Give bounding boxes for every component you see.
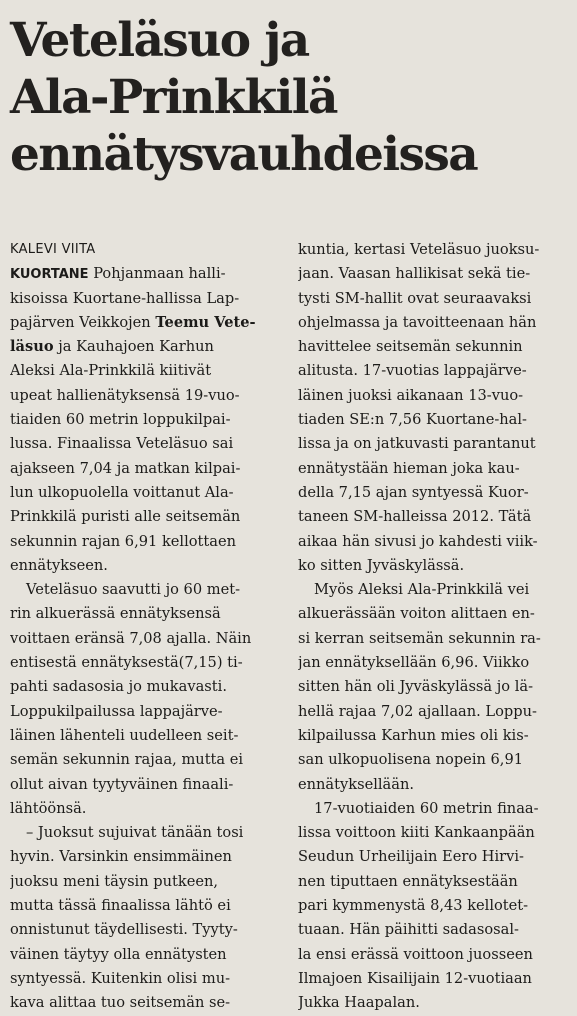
article-line: lissa ja on jatkuvasti parantanut <box>298 435 536 453</box>
article-line: sitten hän oli Jyväskylässä jo lä- <box>298 678 534 696</box>
article-line: tysti SM-hallit ovat seuraavaksi <box>298 289 532 307</box>
article-line: entisestä ennätyksestä(7,15) ti- <box>10 654 243 672</box>
article-line: jaan. Vaasan hallikisat sekä tie- <box>298 265 531 283</box>
article-line: 17-vuotiaiden 60 metrin finaa- <box>314 799 539 817</box>
article-line: lussa. Finaalissa Veteläsuo sai <box>10 435 234 453</box>
article-line: semän sekunnin rajaa, mutta ei <box>10 751 244 769</box>
headline-line: Veteläsuo ja <box>10 13 309 68</box>
article-line: ollut aivan tyytyväinen finaali- <box>10 775 234 793</box>
article-line: Loppukilpailussa lappajärve- <box>10 702 223 720</box>
article-line: hyvin. Varsinkin ensimmäinen <box>10 848 232 866</box>
article-line: läinen juoksi aikanaan 13-vuo- <box>298 386 524 404</box>
athlete-name: läsuo <box>10 338 54 356</box>
article-line: Ilmajoen Kisailijain 12-vuotiaan <box>298 969 532 987</box>
article-line: nen tiputtaen ennätyksestään <box>298 872 518 890</box>
athlete-name: Teemu Vete- <box>155 313 256 331</box>
article-line: juoksu meni täysin putkeen, <box>10 872 219 890</box>
article-line: alitusta. 17-vuotias lappajärve- <box>298 362 527 380</box>
article-line: aikaa hän sivusi jo kahdesti viik- <box>298 532 538 550</box>
article-line: ennätystään hieman joka kau- <box>298 459 520 477</box>
article-line: tiaden SE:n 7,56 Kuortane-hal- <box>298 411 527 429</box>
article-line: tiaiden 60 metrin loppukilpai- <box>10 411 231 429</box>
article-line: läinen lähenteli uudelleen seit- <box>10 726 239 744</box>
article-line: upeat hallienätyksensä 19-vuo- <box>10 386 240 404</box>
article-column-left <box>10 238 278 1016</box>
article-line: kisoissa Kuortane-hallissa Lap- <box>10 289 240 307</box>
article-line: della 7,15 ajan syntyessä Kuor- <box>298 483 529 501</box>
dateline: KUORTANE <box>10 267 89 283</box>
article-line: ko sitten Jyväskylässä. <box>298 556 465 574</box>
article-line: san ulkopuolisena nopein 6,91 <box>298 751 524 769</box>
headline-line: ennätysvauhdeissa <box>10 127 478 182</box>
byline: KALEVI VIITA <box>10 242 96 257</box>
article-line: rin alkuerässä ennätyksensä <box>10 605 221 623</box>
article-line: Veteläsuo saavutti jo 60 met- <box>26 581 241 599</box>
article-line: syntyessä. Kuitenkin olisi mu- <box>10 969 231 987</box>
article-line: kava alittaa tuo seitsemän se- <box>10 994 231 1012</box>
article-column-right <box>298 238 569 1016</box>
article-line: lähtöönsä. <box>10 799 87 817</box>
article-line: väinen täytyy olla ennätysten <box>10 945 227 963</box>
article-line: Jukka Haapalan. <box>298 994 420 1012</box>
headline <box>10 12 570 183</box>
article-line: pajärven Veikkojen Teemu Vete- <box>10 313 256 331</box>
article-line: sekunnin rajan 6,91 kellottaen <box>10 532 237 550</box>
article-line: tuaan. Hän päihitti sadasosal- <box>298 921 519 939</box>
article-line: hellä rajaa 7,02 ajallaan. Loppu- <box>298 702 537 720</box>
article-line: Aleksi Ala-Prinkkilä kiitivät <box>10 362 212 380</box>
article-line: alkuerässään voiton alittaen en- <box>298 605 535 623</box>
headline-line: Ala-Prinkkilä <box>10 70 337 125</box>
article-line: la ensi erässä voittoon juosseen <box>298 945 533 963</box>
article-line: kilpailussa Karhun mies oli kis- <box>298 726 529 744</box>
article-line: lun ulkopuolella voittanut Ala- <box>10 483 234 501</box>
article-line: läsuo ja Kauhajoen Karhun <box>10 338 214 356</box>
article-line: mutta tässä finaalissa lähtö ei <box>10 897 231 915</box>
article-line: ajakseen 7,04 ja matkan kilpai- <box>10 459 241 477</box>
article-line: Seudun Urheilijain Eero Hirvi- <box>298 848 524 866</box>
article-line: pahti sadasosia jo mukavasti. <box>10 678 227 696</box>
article-line: taneen SM-halleissa 2012. Tätä <box>298 508 532 526</box>
article-line: ohjelmassa ja tavoitteenaan hän <box>298 313 537 331</box>
article-line: kuntia, kertasi Veteläsuo juoksu- <box>298 241 540 258</box>
article-line: Prinkkilä puristi alle seitsemän <box>10 508 241 526</box>
article-line: – Juoksut sujuivat tänään tosi <box>26 824 244 842</box>
article-line: pari kymmenystä 8,43 kellotet- <box>298 897 529 915</box>
article-line: Myös Aleksi Ala-Prinkkilä vei <box>314 581 530 599</box>
article-line: voittaen eränsä 7,08 ajalla. Näin <box>10 629 252 647</box>
article-line: lissa voittoon kiiti Kankaanpään <box>298 824 535 842</box>
article-line: KUORTANE Pohjanmaan halli- <box>10 265 226 283</box>
article-line: onnistunut täydellisesti. Tyyty- <box>10 921 238 939</box>
article-line: si kerran seitsemän sekunnin ra- <box>298 629 541 647</box>
article-line: jan ennätyksellään 6,96. Viikko <box>298 654 530 672</box>
article-line: ennätyksellään. <box>298 775 414 793</box>
article-line: havittelee seitsemän sekunnin <box>298 338 523 356</box>
article-line: ennätykseen. <box>10 556 108 574</box>
